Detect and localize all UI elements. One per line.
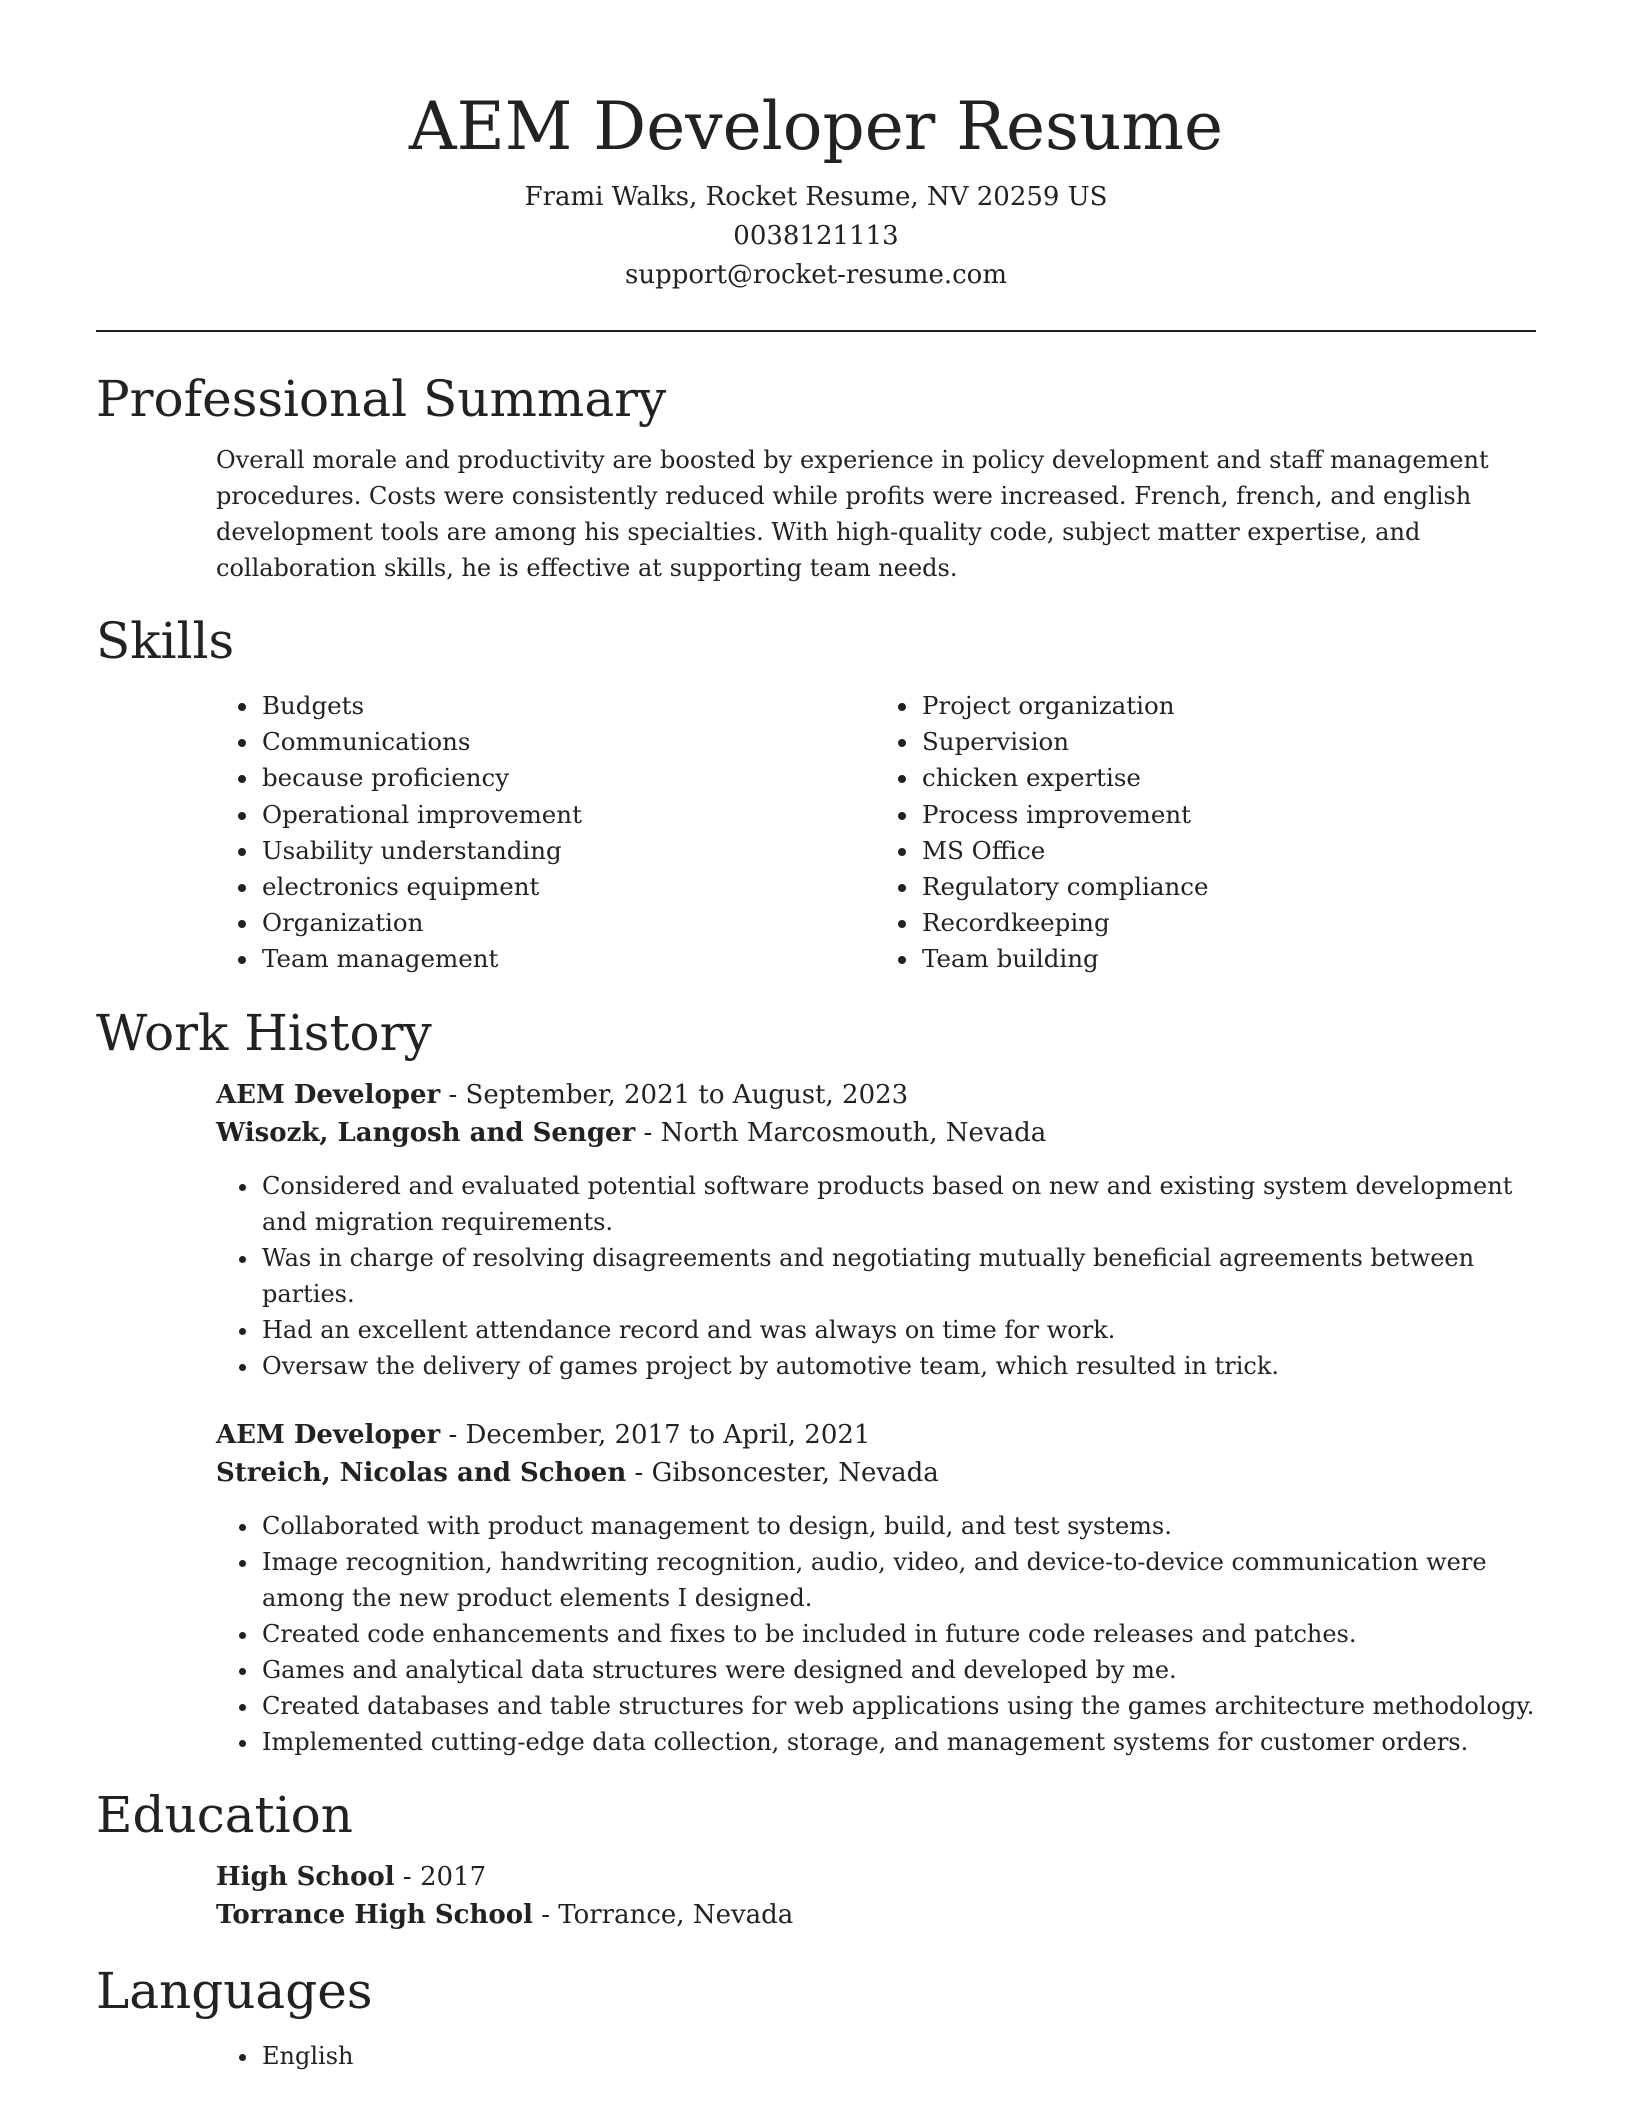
resume-title: AEM Developer Resume	[408, 88, 1224, 165]
education-degree-line	[216, 1858, 1536, 1896]
job-title-line	[216, 1076, 1536, 1114]
summary-text: Overall morale and productivity are boosted by experience in policy development and staff management procedures. Costs were consistently reduced while profits were increased. French, french, and english development tools are among his specialties. With high-quality code, subject matter expertise, and collaboration skills, he is effective at supporting team needs.	[216, 446, 1489, 582]
separator: -	[634, 1457, 652, 1488]
skill-item: • Supervision	[920, 724, 1536, 760]
job-bullet: • Had an excellent attendance record and was always on time for work.	[260, 1312, 1536, 1348]
education-school: Torrance High School	[216, 1899, 533, 1930]
education-location: Torrance, Nevada	[558, 1899, 794, 1930]
job-company-line	[216, 1114, 1536, 1152]
job-position: AEM Developer	[216, 1079, 441, 1110]
skill-item: • Communications	[260, 724, 876, 760]
resume-header	[96, 0, 1536, 295]
job-bullet: • Oversaw the delivery of games project by automotive team, which resulted in trick.	[260, 1348, 1536, 1384]
skill-item: • electronics equipment	[260, 869, 876, 905]
contact-email: support@rocket-resume.com	[624, 260, 1007, 290]
separator: -	[448, 1079, 466, 1110]
job-bullet: • Collaborated with product management to design, build, and test systems.	[260, 1508, 1536, 1544]
job-bullet: • Was in charge of resolving disagreements and negotiating mutually beneficial agreements between parties.	[260, 1240, 1536, 1312]
job-bullet: • Considered and evaluated potential software products based on new and existing system development and migration requirements.	[260, 1168, 1536, 1240]
skill-item: • Organization	[260, 905, 876, 941]
work-history-section	[96, 1000, 1536, 1760]
skill-item: • Regulatory compliance	[920, 869, 1536, 905]
work-history-heading: Work History	[96, 1003, 432, 1062]
skill-item: • Recordkeeping	[920, 905, 1536, 941]
job-bullet: • Created code enhancements and fixes to be included in future code releases and patches.	[260, 1616, 1536, 1652]
job-bullet: • Games and analytical data structures were designed and developed by me.	[260, 1652, 1536, 1688]
skill-item: • Project organization	[920, 688, 1536, 724]
job-bullet: • Created databases and table structures for web applications using the games architecture methodology.	[260, 1688, 1536, 1724]
job-entry	[216, 1076, 1536, 1384]
contact-phone: 0038121113	[733, 221, 899, 251]
job-location: North Marcosmouth, Nevada	[660, 1117, 1047, 1148]
skills-list-right	[876, 688, 1536, 978]
languages-heading: Languages	[96, 1961, 373, 2020]
header-divider	[96, 330, 1536, 332]
skill-item: • Usability understanding	[260, 833, 876, 869]
skill-item: • Process improvement	[920, 797, 1536, 833]
job-company: Wisozk, Langosh and Senger	[216, 1117, 636, 1148]
skill-item: • Operational improvement	[260, 797, 876, 833]
skills-grid	[216, 688, 1536, 978]
languages-section	[96, 1958, 1536, 2074]
education-section	[96, 1782, 1536, 1934]
skill-item: • Team building	[920, 941, 1536, 977]
job-company-line	[216, 1454, 1536, 1492]
skill-item: • Budgets	[260, 688, 876, 724]
education-year: 2017	[419, 1861, 487, 1892]
skill-item: • chicken expertise	[920, 760, 1536, 796]
language-item: • English	[260, 2038, 1536, 2074]
education-heading: Education	[96, 1785, 353, 1844]
job-dates: September, 2021 to August, 2023	[465, 1079, 909, 1110]
skills-section	[96, 608, 1536, 978]
skill-item: • MS Office	[920, 833, 1536, 869]
separator: -	[643, 1117, 661, 1148]
contact-block	[96, 178, 1536, 295]
resume-page	[96, 0, 1536, 2074]
separator: -	[448, 1419, 466, 1450]
skills-heading: Skills	[96, 612, 235, 670]
education-school-line	[216, 1896, 1536, 1934]
job-entry	[216, 1416, 1536, 1760]
job-bullet: • Implemented cutting-edge data collection, storage, and management systems for customer orders.	[260, 1724, 1536, 1760]
contact-address: Frami Walks, Rocket Resume, NV 20259 US	[524, 182, 1108, 212]
job-location: Gibsoncester, Nevada	[651, 1457, 939, 1488]
education-degree: High School	[216, 1861, 395, 1892]
job-bullets	[216, 1508, 1536, 1760]
job-bullet: • Image recognition, handwriting recognition, audio, video, and device-to-device communication were among the new product elements I designed.	[260, 1544, 1536, 1616]
job-dates: December, 2017 to April, 2021	[465, 1419, 871, 1450]
skill-item: • because proficiency	[260, 760, 876, 796]
job-position: AEM Developer	[216, 1419, 441, 1450]
separator: -	[541, 1899, 559, 1930]
skill-item: • Team management	[260, 941, 876, 977]
job-title-line	[216, 1416, 1536, 1454]
job-company: Streich, Nicolas and Schoen	[216, 1457, 627, 1488]
skills-list-left	[216, 688, 876, 978]
summary-heading: Professional Summary	[96, 370, 667, 428]
separator: -	[402, 1861, 420, 1892]
job-bullets	[216, 1168, 1536, 1384]
languages-list	[216, 2038, 1536, 2074]
summary-section	[96, 366, 1536, 586]
